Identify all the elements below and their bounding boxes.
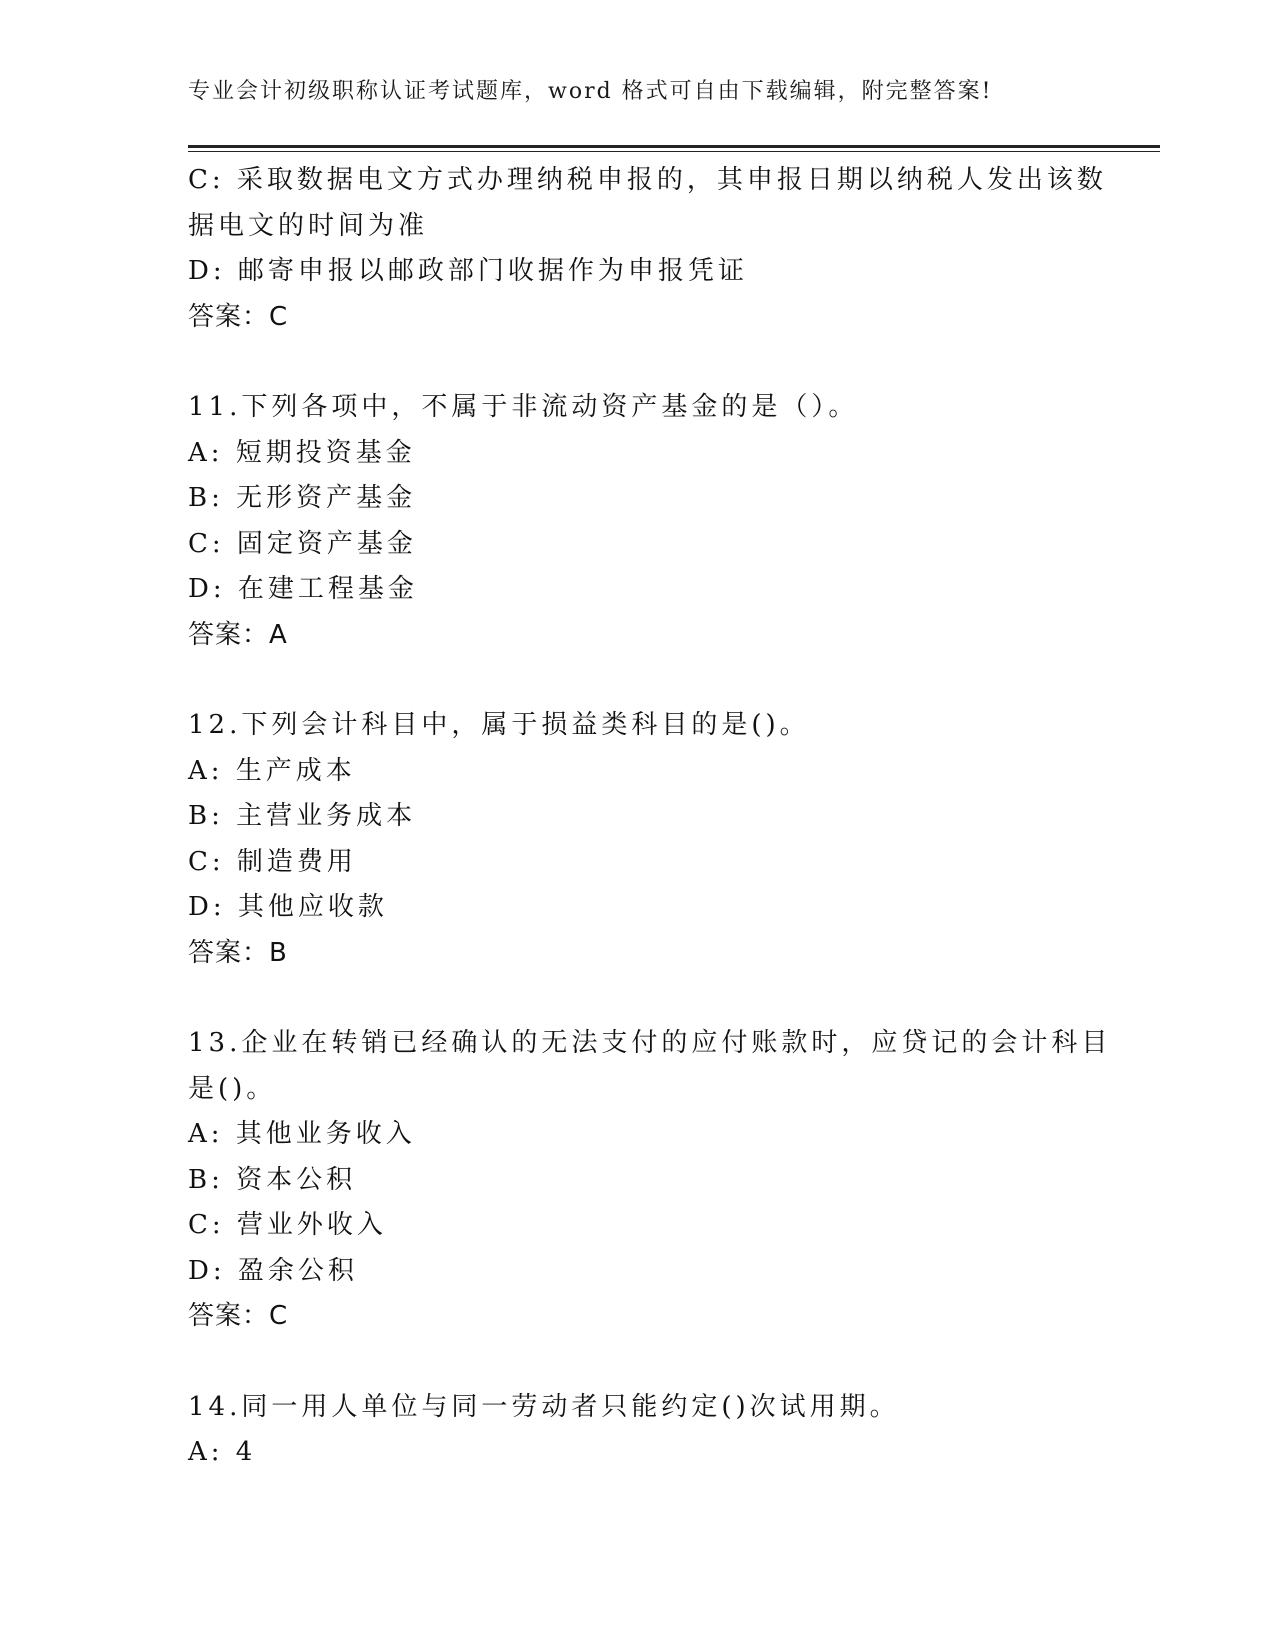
option-b: B: 主营业务成本: [188, 801, 417, 831]
question-stem: 11.下列各项中，不属于非流动资产基金的是（）。: [188, 392, 859, 422]
question-14: [188, 1385, 1088, 1476]
answer-label: 答案：C: [188, 301, 289, 332]
answer-label: 答案：C: [188, 1301, 289, 1331]
question-stem-continued: 是()。: [188, 1073, 277, 1104]
option-a: A: 短期投资基金: [188, 437, 416, 468]
option-b: B: 无形资产基金: [188, 483, 417, 513]
option-b: B: 资本公积: [188, 1164, 357, 1195]
option-a: A: 其他业务收入: [188, 1119, 416, 1149]
question-list: [188, 158, 1112, 1476]
option-d: D: 盈余公积: [188, 1255, 358, 1286]
option-c: C: 采取数据电文方式办理纳税申报的，其申报日期以纳税人发出该数: [188, 165, 1107, 195]
option-c: C: 固定资产基金: [188, 528, 417, 559]
answer-label: 答案：B: [188, 937, 288, 968]
option-d: D: 在建工程基金: [188, 574, 418, 604]
question-11: [188, 385, 1088, 658]
option-a: A: 4: [188, 1437, 257, 1467]
question-stem: 14.同一用人单位与同一劳动者只能约定()次试用期。: [188, 1391, 900, 1422]
option-d: D: 其他应收款: [188, 892, 388, 922]
option-d: D: 邮寄申报以邮政部门收据作为申报凭证: [188, 256, 748, 286]
header-divider-thin: [188, 151, 1160, 152]
previous-question-tail: [188, 158, 1107, 340]
option-c: C: 制造费用: [188, 846, 357, 877]
question-stem: 13.企业在转销已经确认的无法支付的应付账款时，应贷记的会计科目: [188, 1028, 1112, 1058]
question-13: [188, 1021, 1112, 1340]
question-stem: 12.下列会计科目中，属于损益类科目的是()。: [188, 710, 810, 740]
answer-label: 答案：A: [188, 619, 288, 650]
option-c-continued: 据电文的时间为准: [188, 210, 429, 241]
page-header-title: 专业会计初级职称认证考试题库，word 格式可自由下载编辑，附完整答案!: [188, 79, 993, 104]
question-12: [188, 703, 1088, 976]
option-a: A: 生产成本: [188, 755, 356, 786]
header-divider-thick: [188, 145, 1160, 148]
option-c: C: 营业外收入: [188, 1210, 387, 1240]
